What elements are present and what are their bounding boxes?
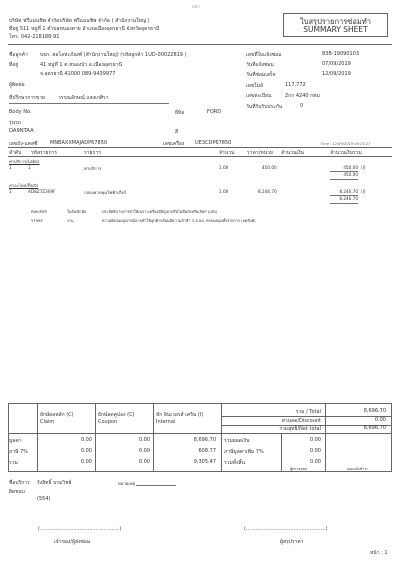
col-code: รหัสรายการ [31,150,57,156]
contact-value: วรรณลักษณ์ แสงเกศิรา [58,95,109,101]
vin-label: เลขถัง-แคสซี [9,141,38,147]
summarizer-signature-caption: ผู้สรุปราคา [280,539,304,545]
model-value: DA9NTAA [9,128,34,134]
col-total: จำนวนเงินรวม [330,150,362,156]
company-address: ที่อยู่ 511 หมู่ที่ 1 ตำบลหนองคาย อำเภอเมืองอุดรธานี จังหวัดอุดรธานี [9,26,160,32]
total-label: รวม / Total [295,409,321,415]
vat-tax-value: 0.00 [309,448,321,454]
labor-subtotal: 450.00 [343,172,358,177]
page-top-marker: หน้า [192,4,200,9]
discount-value: 0.00 [374,417,386,423]
summary-divider [281,433,282,472]
note-code: YT99E [31,218,43,223]
notify-date-value: 07/09/2019 [322,61,351,67]
payment-caption: ยอดแจ้งชำระ [347,467,369,471]
internal-header-th: หัก อินเวอรส์ เคริน (I) [156,412,204,418]
col-no: ลำดับ [9,150,22,156]
summary-divider [37,403,38,472]
row-no: 1 [9,189,12,194]
parts-subtotal-underline [330,203,358,204]
claim-header-th: ยักษ์ผลหลัก (C) [40,412,74,418]
model-label: รุ่นรถ [9,120,21,126]
summary-coupon-value: 0.00 [138,448,150,454]
remark-underline [136,485,176,486]
row-flag: (I) [361,165,366,170]
row-no: 1 [9,165,12,170]
summary-divider [95,403,96,472]
vat-total-label: รวมทั้งสิ้น [224,460,245,466]
repair-no-value: 83B-19090103 [322,51,360,57]
finish-date-value: 12/09/2019 [322,71,351,77]
labor-section-title: ค่าบริการ/Labor [9,159,40,164]
plate-label: เลขทะเบียน [246,93,272,99]
row-qty: 1.00 [219,189,229,194]
vin-value: MNBAXXMAJADP67850 [50,140,108,146]
summary-row-label: มูลค่า [9,438,22,444]
summary-internal-value: 9,305.47 [193,459,216,465]
row-price: 450.00 [262,165,277,170]
customer-name-value: บจก. สอโลหะภัณฑ์ (สำนักงานใหญ่) (รหัสลูกค้า 1UD-00022819 ) [40,52,187,58]
row-code: 1 [28,165,31,170]
note-code: RW0PER [31,209,47,214]
summary-divider [8,433,392,434]
summary-coupon-value: 0.00 [138,459,150,465]
engine-value: UE3CDP67850 [195,140,232,146]
claim-header-en: Claim [40,419,55,425]
summary-internal-value: 8,696.70 [193,437,216,443]
parts-subtotal: 8,246.70 [339,196,358,201]
checker-caption: ผู้ตรวจสอบ [290,467,308,471]
col-price: ราคา/หน่วย [247,150,273,156]
summary-claim-value: 0.00 [80,459,92,465]
contact-label: ผู้ติดต่อ [9,82,25,88]
note-text: ประสิทธิภาพการทำให้เพราะเครื่องมีปัญหาหรือไม่มีพลังหรือเกิดP (แจ้ง) [102,209,218,214]
engine-label: เลขเครื่อง [163,141,185,147]
plate-value: 2กก 4240 กทม [285,93,320,99]
net-total-label: รวมสุทธิ/Net total [279,426,321,432]
row-desc: ค่าบริการ [84,166,102,171]
summary-internal-value: 608.77 [198,448,216,454]
customer-name-label: ชื่อลูกค้า [9,52,28,58]
company-name: บริษัท ฟรีแมนชิพ จำกัดบริษัท ฟรีแมนชิพ จำกัด ( สำนักงานใหญ่ ) [9,18,150,24]
color-label: สี [175,129,179,135]
coupon-header-en: Coupon [98,419,118,425]
summary-claim-value: 0.00 [80,448,92,454]
body-no-label: Body No. [9,109,32,115]
customer-address-line1: 41 หมู่ที่ 1 ต.หนองบัว อ.เมืองอุดรธานี [40,62,123,68]
row-code: AD8Z7Z369F [28,189,56,194]
notify-date-label: วันที่แจ้งซ่อม [246,62,274,68]
row-flag: (I) [361,189,366,194]
row-price: 8,246.70 [258,189,277,194]
title-english: SUMMARY SHEET [303,25,368,34]
remark-label: หมายเหตุ [118,481,136,486]
row-amount: 8,246.70 [339,189,358,194]
customer-address-line2: จ.อุดรธานี 41000 089-9439977 [40,71,116,77]
title-thai: ใบสรุปรายการซ่อมทำ [300,17,371,26]
summary-row-label: ภาษี 7% [9,449,28,455]
warranty-date-label: วันที่รับรับประกัน [246,104,283,110]
responsible-value: (554) [37,496,51,502]
note-text: ความผิดของอุปกรณ์อาจทำให้ลูกค้าพร้อมมีความล้าช้า 3-5 ผล. ครอบคลุมทั้งรายการ (อดลิงค์) [102,218,256,223]
note-tag: งาน [67,218,74,223]
coupon-header-th: ยักษ์ลดคูปอง (C) [98,412,135,418]
responsible-label: ผิดชอบ [9,489,25,495]
brand-value: FORD [207,109,222,115]
warranty-date-value: 0 [300,103,304,109]
labor-subtotal-underline [330,179,358,180]
print-timestamp: Time : 12/09/2019 09:23:27 [320,142,371,146]
vat-base-label: รวมยอดเงิน [224,438,250,444]
mileage-label: เลขไมล์ [246,83,264,89]
finish-date-label: วันที่ซ่อมเสร็จ [246,72,276,78]
summary-divider [153,403,154,472]
table-header-border [8,156,392,157]
col-amount: จำนวนเงิน [281,150,304,156]
discount-label: ส่วนลด/Discount [281,418,321,424]
vat-total-value: 0.00 [309,459,321,465]
net-total-value: 8,696.70 [363,425,386,431]
company-phone: โทร. 042-218188-91 [9,34,60,40]
row-amount: 450.00 [343,165,358,170]
advisor-underline [9,103,169,104]
customer-signature-caption: เจ้าของ/ผู้ส่งซ่อม [54,539,91,545]
summary-claim-value: 0.00 [80,437,92,443]
internal-header-en: Internal [156,419,176,425]
summary-coupon-value: 0.00 [138,437,150,443]
brand-label: ยี่ห้อ [175,110,185,116]
customer-address-label: ที่อยู่ [9,62,19,68]
service-advisor-label: ชื่อบริการ [9,480,30,486]
service-advisor-value: รังสิทธิ์ บรมวิชย์ [37,480,72,486]
vat-base-value: 0.00 [309,437,321,443]
customer-signature-line: (..................................................) [38,526,122,532]
col-qty: จำนวน [219,150,235,156]
total-value: 8,696.70 [363,408,386,414]
summary-row-label: รวม [9,460,18,466]
summary-title-box [283,13,388,37]
repair-no-label: เลขที่ใบแจ้งซ่อม [246,52,282,58]
vat-tax-label: ภาษีมูลค่าเพิ่ม 7% [224,449,264,455]
col-desc: รายการ [84,150,101,156]
row-desc: กล่องควบคุมไฟฟ้าเกียร์ [84,190,127,195]
note-tag: ใบสั่งเบิกฟ้อ [67,209,87,214]
page-number: หน้า : 1 [370,550,388,556]
summarizer-signature-line: (..................................................) [244,526,328,532]
table-top-border [8,147,392,148]
mileage-value: 117,772 [285,82,306,88]
row-qty: 1.00 [219,165,229,170]
header-divider [8,44,392,45]
parts-section-title: ค่าอะไหล่/Parts [9,183,39,188]
sales-advisor-label: ที่ปรึกษาการขาย [9,95,45,101]
